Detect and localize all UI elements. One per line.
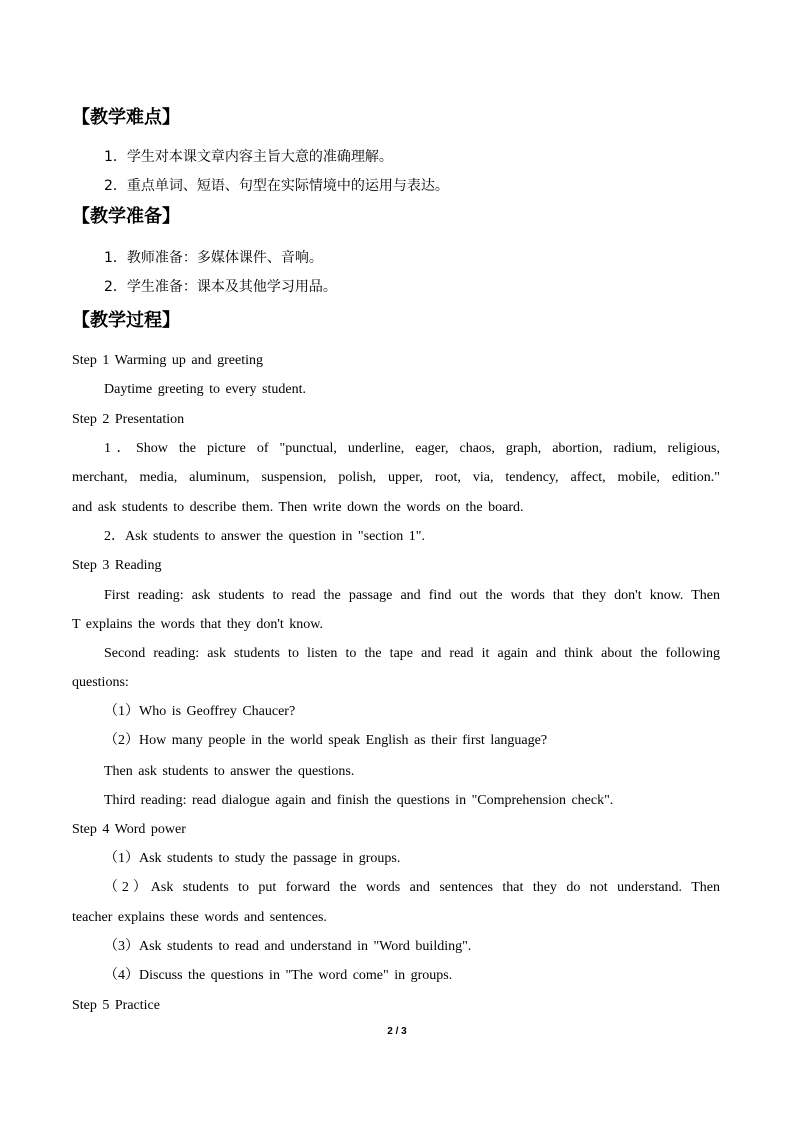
step2-item1-line3: and ask students to describe them. Then write down the words on the board. xyxy=(72,500,524,515)
heading-teaching-difficulties: 【教学难点】 xyxy=(72,107,180,128)
heading-teaching-process: 【教学过程】 xyxy=(72,310,180,331)
heading-teaching-preparation: 【教学准备】 xyxy=(72,206,180,227)
step3-title: Step 3 Reading xyxy=(72,558,162,573)
step2-item2: 2．Ask students to answer the question in "section 1". xyxy=(104,529,426,544)
step4-item-4: （4）Discuss the questions in "The word come" in groups. xyxy=(104,968,453,983)
step4-item-3: （3）Ask students to read and understand in "Word building". xyxy=(104,939,472,954)
step2-item1-line2: merchant, media, aluminum, suspension, polish, upper, root, via, tendency, affect, mobile, edition." xyxy=(72,470,720,485)
step1-text: Daytime greeting to every student. xyxy=(104,382,306,397)
step4-item-1: （1）Ask students to study the passage in groups. xyxy=(104,851,401,866)
step4-item-2-line1: （2）Ask students to put forward the words and sentences that they do not understand. Then xyxy=(104,880,720,895)
step3-second-reading-line1: Second reading: ask students to listen to the tape and read it again and think about the following xyxy=(104,646,720,661)
preparation-item-1: 1．教师准备：多媒体课件、音响。 xyxy=(104,250,323,266)
preparation-item-2: 2．学生准备：课本及其他学习用品。 xyxy=(104,279,337,295)
step3-first-reading-line1: First reading: ask students to read the passage and find out the words that they don't know. Then xyxy=(104,588,720,603)
difficulty-item-2: 2．重点单词、短语、句型在实际情境中的运用与表达。 xyxy=(104,178,449,194)
step1-title: Step 1 Warming up and greeting xyxy=(72,353,263,368)
step3-then: Then ask students to answer the questions. xyxy=(104,764,355,779)
difficulty-item-1: 1．学生对本课文章内容主旨大意的准确理解。 xyxy=(104,149,393,165)
step3-first-reading-line2: T explains the words that they don't know. xyxy=(72,617,323,632)
step2-item1-line1: 1．Show the picture of "punctual, underline, eager, chaos, graph, abortion, radium, religious, xyxy=(104,441,720,456)
step3-second-reading-line2: questions: xyxy=(72,675,129,690)
step3-question-2: （2）How many people in the world speak English as their first language? xyxy=(104,733,548,748)
step3-third-reading: Third reading: read dialogue again and finish the questions in "Comprehension check". xyxy=(104,793,614,808)
step5-title: Step 5 Practice xyxy=(72,998,160,1013)
page-number: 2 / 3 xyxy=(387,1026,407,1037)
step4-title: Step 4 Word power xyxy=(72,822,186,837)
step2-title: Step 2 Presentation xyxy=(72,412,185,427)
step4-item-2-line2: teacher explains these words and sentences. xyxy=(72,910,327,925)
step3-question-1: （1）Who is Geoffrey Chaucer? xyxy=(104,704,296,719)
